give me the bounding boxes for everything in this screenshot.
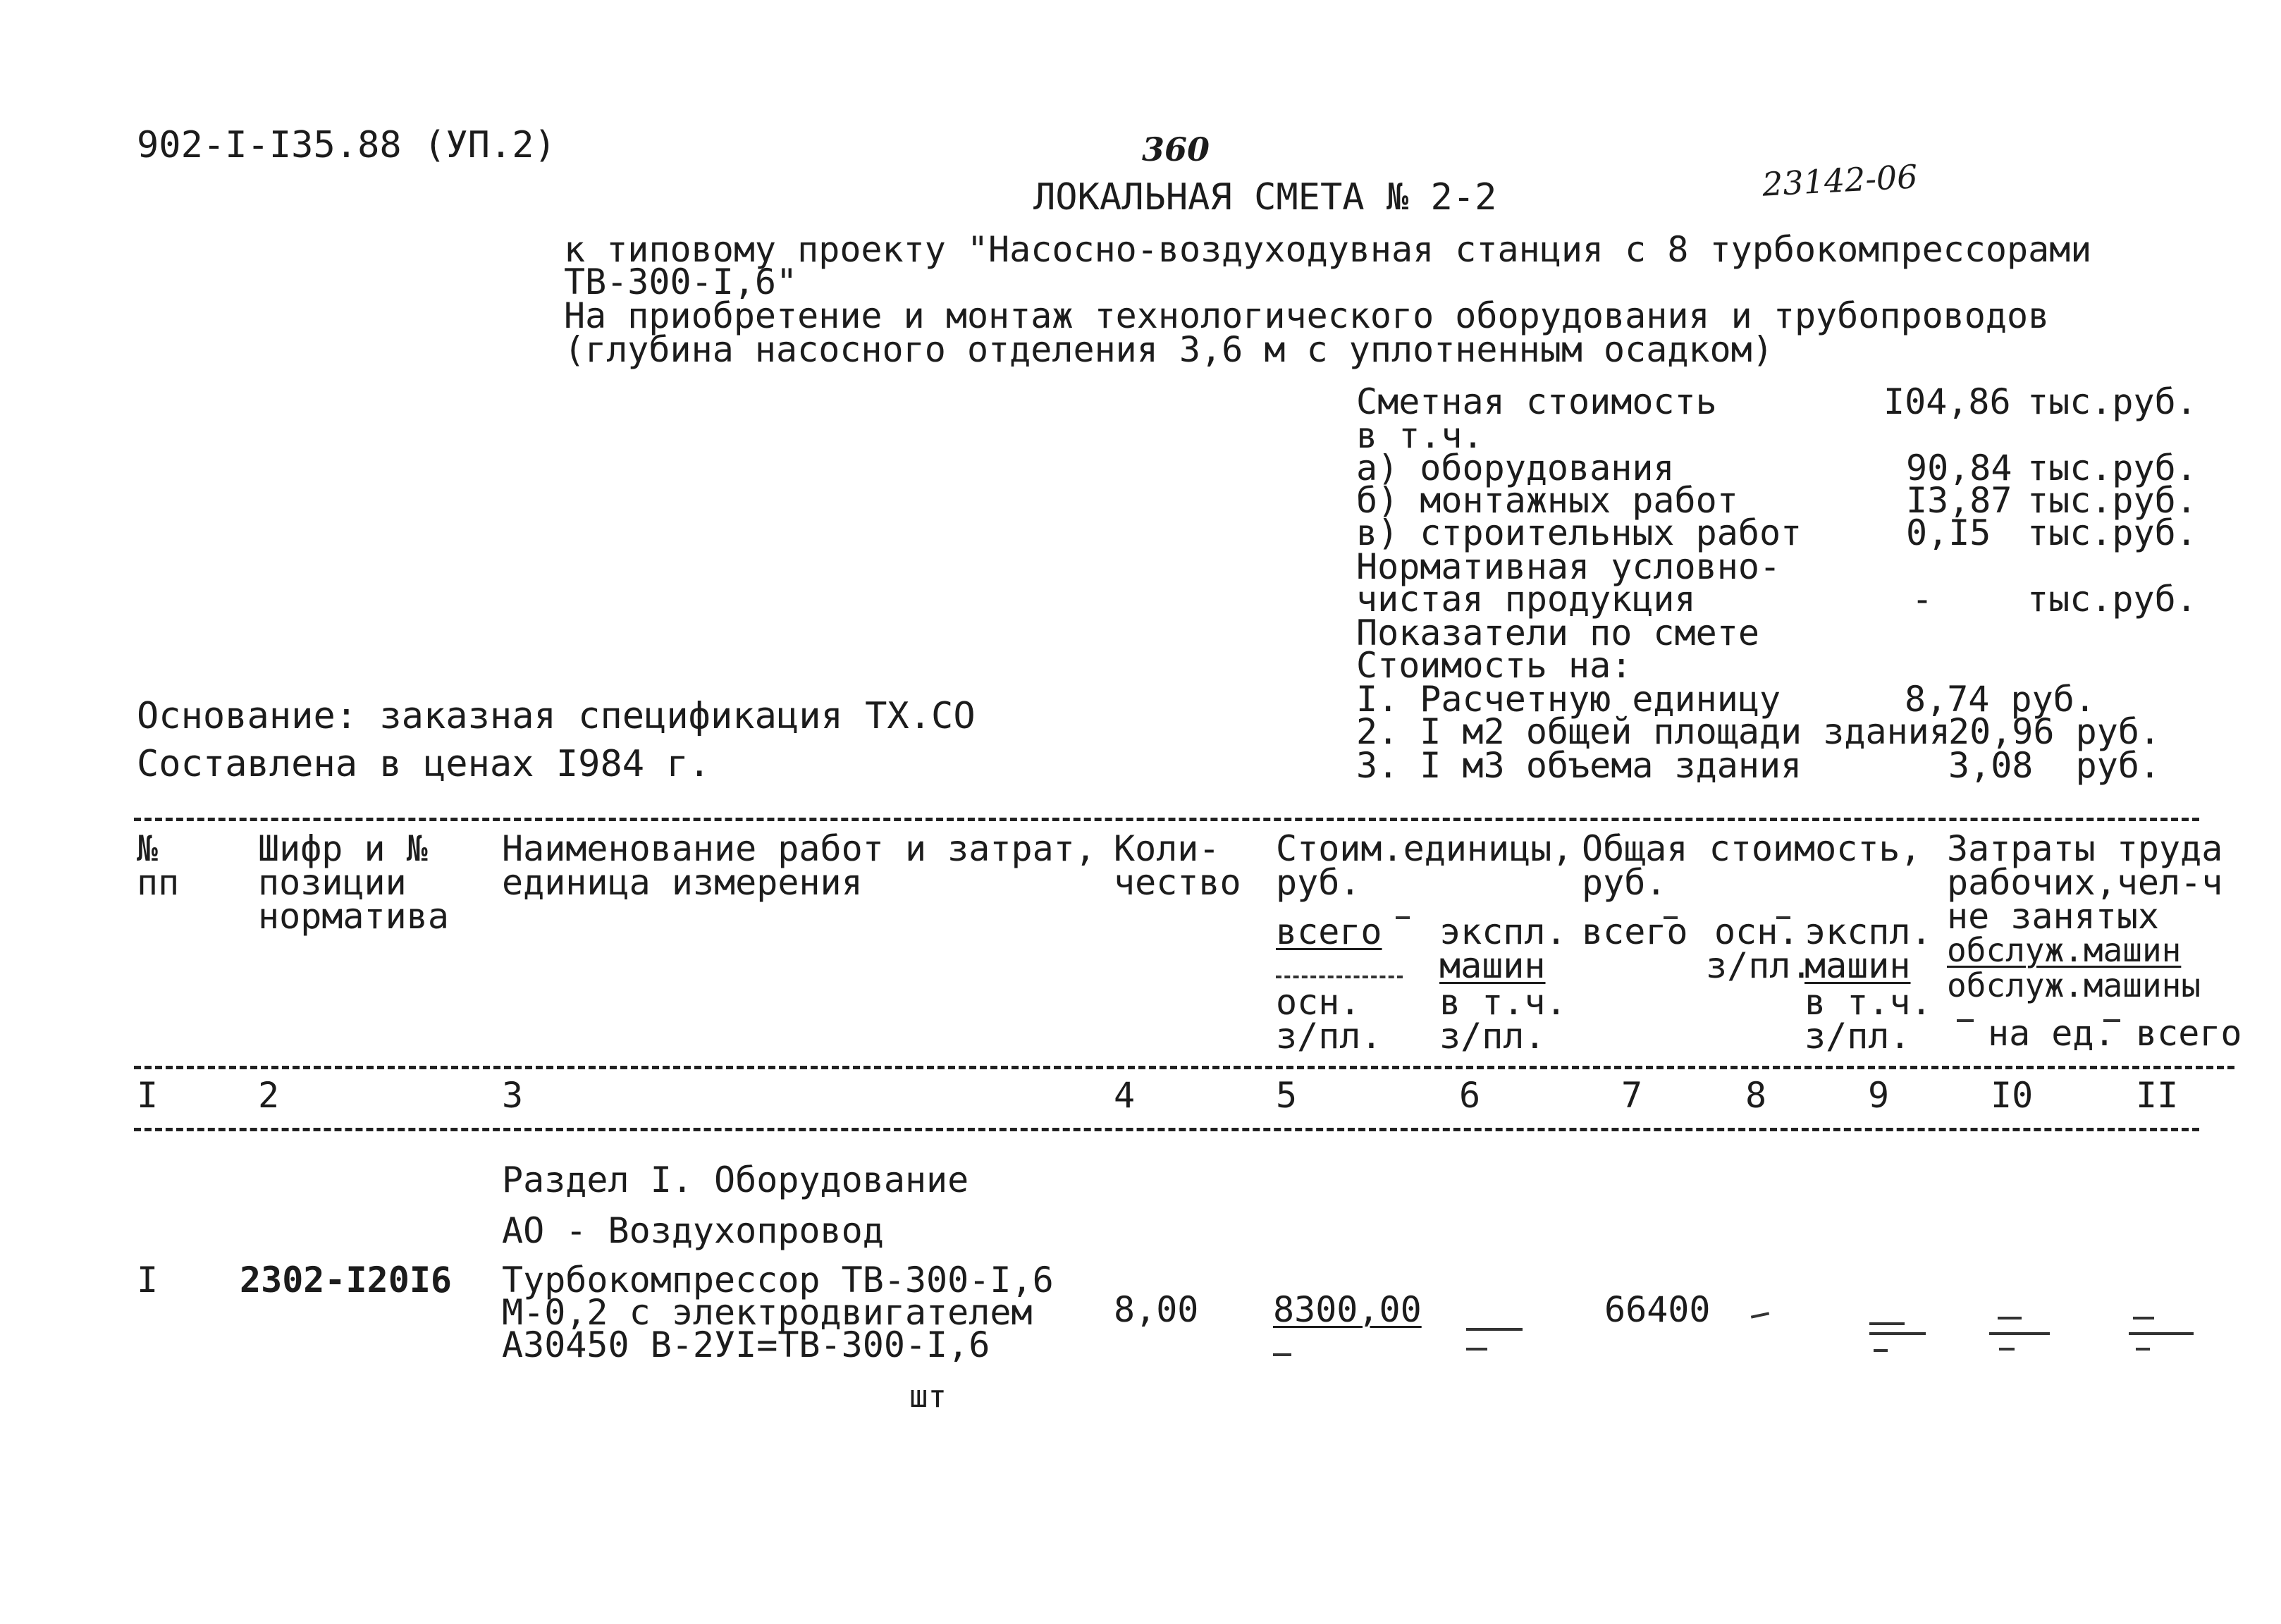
install-unit: тыс.руб.: [2027, 480, 2197, 521]
indicator-2-value: 20,96 руб.: [1948, 711, 2161, 752]
document-code: 902-I-I35.88 (УП.2): [137, 124, 556, 166]
header-dash-mark: [1396, 916, 1410, 919]
col3-header-2: единица измерения: [502, 862, 863, 903]
section-title: Раздел I. Оборудование: [502, 1159, 969, 1200]
empty-value-mark: [1466, 1328, 1523, 1331]
col6-header-3: в т.ч.: [1439, 982, 1567, 1023]
col1011-header-1: Затраты труда: [1947, 828, 2223, 869]
normative-unit: тыс.руб.: [2027, 579, 2197, 620]
col-number: 8: [1745, 1075, 1767, 1116]
col10-header: на ед.: [1988, 1013, 2115, 1054]
estimate-label: Сметная стоимость: [1356, 381, 1717, 422]
row-unit-price: 8300,00: [1273, 1289, 1422, 1330]
equipment-value: 90,84: [1906, 448, 2012, 488]
estimate-value: I04,86: [1883, 381, 2011, 422]
col5-header-top: всего: [1276, 911, 1382, 952]
col5-header-bottom-1: осн.: [1276, 982, 1361, 1023]
header-dash-mark: [1776, 916, 1790, 919]
empty-value-mark: [1751, 1312, 1769, 1318]
empty-value-mark: [1869, 1322, 1905, 1325]
normative-label-2: чистая продукция: [1356, 579, 1696, 620]
construction-unit: тыс.руб.: [2027, 512, 2197, 553]
col1-header-1: №: [137, 828, 159, 869]
col56-header-1: Стоим.единицы,: [1276, 828, 1573, 869]
construction-label: в) строительных работ: [1356, 512, 1802, 553]
install-label: б) монтажных работ: [1356, 480, 1738, 521]
col1011-header-4: обслуж.машин: [1947, 931, 2182, 969]
indicator-1-value: 8,74 руб.: [1905, 679, 2096, 720]
empty-value-mark: [1989, 1332, 2050, 1335]
row-qty: 8,00: [1114, 1289, 1199, 1330]
row-name-line-2: М-0,2 с электродвигателем: [502, 1292, 1033, 1333]
col8-header-1: осн.: [1714, 911, 1800, 952]
empty-value-mark: [2136, 1348, 2150, 1351]
normative-label-1: Нормативная условно-: [1356, 546, 1781, 587]
equipment-label: а) оборудования: [1356, 448, 1675, 488]
col1011-header-5: обслуж.машины: [1947, 966, 2201, 1004]
equipment-unit: тыс.руб.: [2027, 448, 2197, 488]
empty-value-mark: [2129, 1332, 2194, 1335]
col-number: 9: [1868, 1075, 1890, 1116]
col-number: 5: [1276, 1075, 1298, 1116]
col1011-header-2: рабочих,чел-ч: [1947, 862, 2223, 903]
subtitle-line-1: к типовому проекту "Насосно-воздуходувная станция с 8 турбокомпрессорами: [564, 229, 2092, 270]
subtitle-line-4: (глубина насосного отделения 3,6 м с уплотненным осадком): [564, 329, 1773, 370]
col-number: 3: [502, 1075, 524, 1116]
construction-value: 0,I5: [1906, 512, 1991, 553]
col6-header-2: машин: [1439, 945, 1546, 986]
subtitle-line-3: На приобретение и монтаж технологического оборудования и трубопроводов: [564, 295, 2050, 336]
col2-header-1: Шифр и №: [258, 828, 428, 869]
empty-value-mark: [1874, 1349, 1888, 1352]
indicators-label: Показатели по смете: [1356, 613, 1759, 653]
col8-header-2: з/пл.: [1706, 945, 1812, 986]
header-dash-mark: [1957, 1019, 1974, 1022]
cost-on-label: Стоимость на:: [1356, 645, 1633, 686]
col56-header-2: руб.: [1276, 862, 1361, 903]
col9-header-1: экспл.: [1804, 911, 1932, 952]
col2-header-2: позиции: [258, 862, 407, 903]
empty-value-mark: [1998, 1317, 2022, 1320]
indicator-3-value: 3,08 руб.: [1948, 745, 2161, 786]
col-number: I0: [1991, 1075, 2034, 1116]
col11-header: всего: [2136, 1013, 2242, 1054]
col4-header-2: чество: [1114, 862, 1241, 903]
subtitle-line-2: ТВ-300-I,6": [564, 262, 798, 302]
col9-header-3: в т.ч.: [1804, 982, 1932, 1023]
empty-value-mark: [1466, 1348, 1487, 1351]
empty-value-mark: [1273, 1353, 1291, 1356]
row-name-line-3: А30450 В-2УI=ТВ-300-I,6: [502, 1324, 990, 1365]
col-number: 2: [258, 1075, 280, 1116]
col6-header-1: экспл.: [1439, 911, 1567, 952]
col2-header-3: норматива: [258, 896, 449, 937]
col9-header-4: з/пл.: [1804, 1016, 1911, 1057]
col-number: I: [137, 1075, 159, 1116]
col1011-header-3: не занятых: [1947, 896, 2160, 937]
empty-value-mark: [1999, 1348, 2015, 1351]
estimate-unit: тыс.руб.: [2027, 381, 2197, 422]
document-title: ЛОКАЛЬНАЯ СМЕТА № 2-2: [1033, 176, 1497, 219]
indicator-2-label: 2. I м2 общей площади здания: [1356, 711, 1950, 752]
col789-header-2: руб.: [1582, 862, 1667, 903]
col1-header-2: пп: [137, 862, 180, 903]
empty-value-mark: [1869, 1332, 1926, 1335]
indicator-3-label: 3. I м3 объема здания: [1356, 745, 1802, 786]
col-number: 6: [1459, 1075, 1481, 1116]
indicator-1-label: I. Расчетную единицу: [1356, 679, 1781, 720]
header-dash-mark: [2103, 1019, 2120, 1022]
table-top-rule: [134, 818, 2199, 821]
header-dash-mark: [1276, 976, 1403, 978]
header-bottom-rule: [134, 1066, 2234, 1069]
col3-header-1: Наименование работ и затрат,: [502, 828, 1096, 869]
col4-header-1: Коли-: [1114, 828, 1220, 869]
subsection-title: АО - Воздухопровод: [502, 1210, 884, 1251]
header-dash-mark: [1664, 916, 1678, 919]
col789-header-1: Общая стоимость,: [1582, 828, 1922, 869]
row-total: 66400: [1604, 1289, 1711, 1330]
normative-value: -: [1912, 579, 1933, 620]
row-number: I: [137, 1260, 159, 1300]
install-value: I3,87: [1906, 480, 2012, 521]
incl-label: в т.ч.: [1356, 415, 1484, 456]
empty-value-mark: [2133, 1317, 2154, 1320]
col5-header-bottom-2: з/пл.: [1276, 1016, 1382, 1057]
basis-line: Основание: заказная спецификация ТХ.СО: [137, 695, 976, 737]
col6-header-4: з/пл.: [1439, 1016, 1546, 1057]
col7-header-top: всего: [1582, 911, 1688, 952]
col9-header-2: машин: [1804, 945, 1911, 986]
row-unit: шт: [909, 1379, 947, 1415]
row-name-line-1: Турбокомпрессор ТВ-300-I,6: [502, 1260, 1054, 1300]
numbers-bottom-rule: [134, 1128, 2199, 1131]
col-number: II: [2136, 1075, 2179, 1116]
col-number: 7: [1621, 1075, 1643, 1116]
col-number: 4: [1114, 1075, 1136, 1116]
row-code: 2302-I20I6: [240, 1260, 453, 1300]
handwritten-number: 23142-06: [1761, 157, 1919, 204]
prices-line: Составлена в ценах I984 г.: [137, 743, 711, 785]
page-number: 360: [1142, 130, 1210, 168]
